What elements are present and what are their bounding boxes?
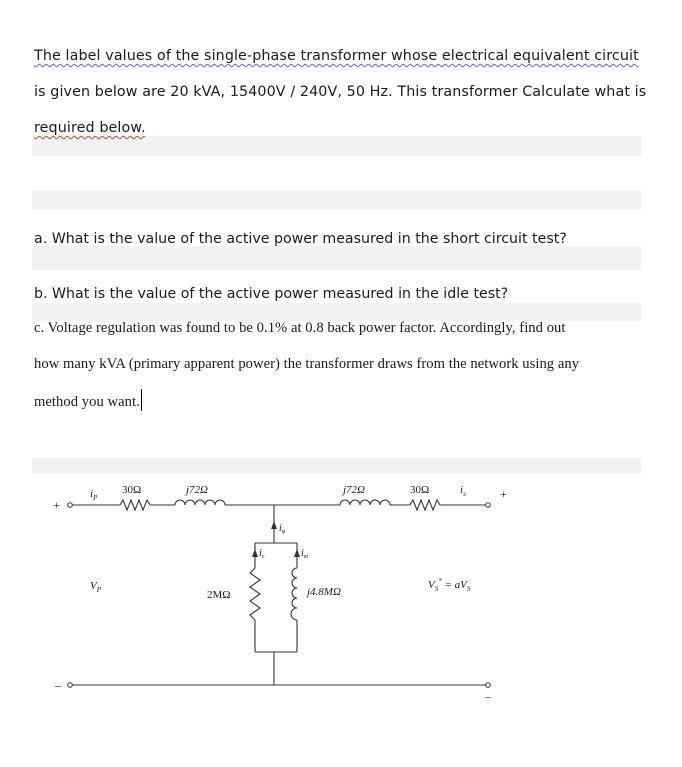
r1-label: 30Ω	[122, 484, 142, 496]
intro-line-3: required below.	[34, 120, 146, 136]
secondary-voltage-label: $V_S^* = aV_S$	[428, 577, 471, 593]
primary-terminal-top	[68, 503, 73, 508]
x2-label: j72Ω	[343, 484, 366, 496]
r2-label: 30Ω	[410, 484, 430, 496]
question-a: a. What is the value of the active power measured in the short circuit test?	[34, 231, 567, 247]
excitation-current-label: iφ	[279, 523, 286, 535]
magnetizing-current-arrow	[294, 549, 300, 557]
rc-resistor	[250, 568, 260, 620]
rc-label: 2MΩ	[207, 589, 231, 601]
r2-resistor	[410, 500, 440, 510]
secondary-plus-sign: +	[500, 487, 507, 501]
x2-inductor	[340, 500, 390, 505]
intro-line-2: is given below are 20 kVA, 15400V / 240V, 50 Hz. This transformer Calculate what is	[34, 84, 647, 100]
secondary-terminal-bottom	[486, 683, 491, 688]
excitation-current-arrow	[271, 521, 277, 529]
magnetizing-current-label: im	[301, 548, 309, 560]
primary-plus-sign: +	[53, 498, 60, 512]
intro-line-1: The label values of the single-phase transformer whose electrical equivalent circuit	[34, 48, 639, 64]
core-current-label: ic	[259, 548, 265, 560]
primary-voltage-label: $V_P$	[90, 580, 102, 594]
xm-inductor	[291, 568, 297, 620]
primary-minus-sign: –	[55, 678, 61, 692]
x1-inductor	[175, 500, 225, 505]
question-c-line-3[interactable]: method you want.	[34, 389, 142, 411]
x1-label: j72Ω	[186, 484, 209, 496]
secondary-current-label: $i_s$	[460, 484, 466, 498]
question-c-line-2: how many kVA (primary apparent power) the transformer draws from the network using any	[34, 356, 580, 372]
question-b: b. What is the value of the active power measured in the idle test?	[34, 286, 509, 302]
secondary-minus-sign: –	[485, 689, 491, 703]
secondary-terminal-top	[486, 503, 491, 508]
r1-resistor	[120, 500, 150, 510]
xm-label: j4.8MΩ	[307, 586, 341, 598]
core-current-arrow	[252, 549, 258, 557]
question-c-line-1: c. Voltage regulation was found to be 0.1% at 0.8 back power factor. Accordingly, find out	[34, 320, 566, 336]
primary-current-label: $i_P$	[90, 488, 98, 502]
primary-terminal-bottom	[68, 683, 73, 688]
